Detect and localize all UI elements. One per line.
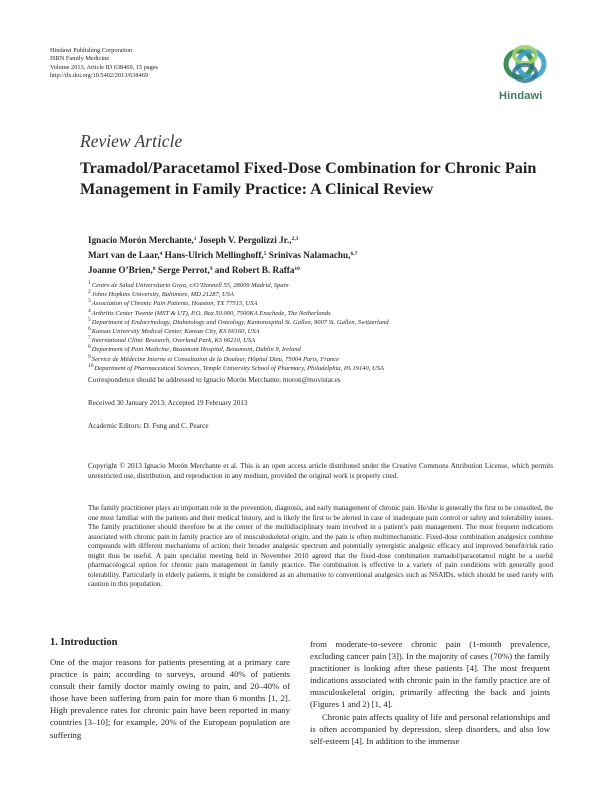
body-column-left: [50, 656, 290, 741]
body-column-right: [310, 638, 550, 747]
author: Mart van de Laar,$^4$: [88, 250, 163, 261]
hindawi-logo-icon: [497, 44, 553, 90]
received-dates: Received 30 January 2013; Accepted 19 February 2013: [88, 399, 248, 407]
publisher-name: Hindawi Publishing Corporation: [50, 47, 133, 54]
hindawi-logo-text: Hindawi: [499, 90, 543, 102]
affiliation: $^{10}$Department of Pharmaceutical Sciences, Temple University School of Pharmacy, Philadelphia, PA 19140, USA: [88, 362, 384, 372]
affiliation: $^2$Johns Hopkins University, Baltimore, MD 21287, USA: [88, 289, 234, 299]
author: and Robert B. Raffa$^{10}$: [214, 265, 300, 276]
journal-name: ISRN Family Medicine: [50, 55, 110, 63]
section-heading-introduction: 1. Introduction: [50, 637, 118, 648]
correspondence: Correspondence should be addressed to Ignacio Morón Merchante; moron@movistar.es: [88, 376, 341, 384]
abstract: The family practitioner plays an important role in the prevention, diagnosis, and early management of chronic pain. He/she is generally the first to be consulted, the one most familiar with the patients and their medical history, and is likely the first to be alerted in case of inadequate pain control or safety and tolerability issues. The family practitioner should therefore be at the center of the multidisciplinary team involved in a patient’s pain management. The most frequent indications associated with chronic pain in family practice are of musculoskeletal origin, and the pain is often multimechanistic. Fixed-dose combination analgesics combine compounds with different mechanisms of action; their broader analgesic spectrum and potentially synergistic analgesic efficacy and improved benefit/risk ratio might thus be useful. A pain specialist meeting held in November 2010 agreed that the fixed-dose combination tramadol/paracetamol might be a useful pharmacological option for chronic pain management in family practice. The combination is effective in a variety of pain conditions with generally good tolerability. Particularly in elderly patients, it might be considered as an alternative to conventional analgesics such as NSAIDs, which should be used rarely with caution in this population.: [88, 504, 553, 588]
academic-editors: Academic Editors: D. Fung and C. Pearce: [88, 422, 209, 430]
hindawi-logo: [497, 44, 553, 106]
volume-info: Volume 2013, Article ID 638469, 15 pages: [50, 63, 158, 71]
author-list: [88, 233, 528, 279]
doi-link[interactable]: http://dx.doi.org/10.5402/2013/638469: [50, 72, 149, 80]
affiliation: $^4$Arthritis Center Twente (MST & UT), P.O. Box 50.000, 7500KA Enschede, The Netherlands: [88, 307, 331, 317]
affiliation: $^8$Department of Pain Medicine, Beaumont Hospital, Beaumont, Dublin 9, Ireland: [88, 344, 301, 354]
author: Ignacio Morón Merchante,$^1$: [88, 235, 197, 245]
affiliation: $^1$Centro de Salud Universitario Goya, c/O’Donnell 55, 28009 Madrid, Spain: [88, 280, 289, 289]
article-title: Tramadol/Paracetamol Fixed-Dose Combination for Chronic Pain Management in Family Practice: A Clinical Review: [80, 159, 537, 198]
author: Hans-Ulrich Mellinghoff,$^5$: [164, 250, 267, 261]
copyright-notice: Copyright © 2013 Ignacio Morón Merchante et al. This is an open access article distributed under the Creative Commons Attribution License, which permits unrestricted use, distribution, and reproduction in any medium, provided the original work is properly cited.: [88, 462, 553, 480]
author: Joseph V. Pergolizzi Jr.,$^{2,3}$: [198, 235, 299, 245]
affiliation: $^5$Department of Endocrinology, Diabetology and Osteology, Kantonsspital St. Gallen, 9007 St. Gallen, Switzerland: [88, 316, 389, 326]
affiliation-list: [88, 281, 558, 373]
article-type: Review Article: [80, 131, 183, 151]
paragraph: from moderate-to-severe chronic pain (1-month prevalence, excluding cancer pain [3]). In the majority of cases (70%) the family practitioner is looking after these patients [4]. The most frequent indications associated with chronic pain in the family practice are of musculoskeletal origin, primarily affecting the back and joints (Figures 1 and 2) [1, 4].: [310, 639, 550, 710]
author: Joanne O’Brien,$^8$: [88, 265, 156, 276]
affiliation: $^6$Kansas University Medical Center, Kansas City, KS 66160, USA: [88, 326, 260, 336]
author: Srinivas Nalamachu,$^{6,7}$: [268, 250, 358, 261]
affiliation: $^7$International Clinic Research, Overland Park, KS 66210, USA: [88, 335, 256, 345]
affiliation: $^3$Association of Chronic Pain Patients, Houston, TX 77515, USA: [88, 298, 258, 308]
paragraph: One of the major reasons for patients presenting at a primary care practice is pain; according to surveys, around 40% of patients consult their family doctor mainly owing to pain, and 20–40% of those have been suffering from pain for more than 6 months [1, 2]. High prevalence rates for chronic pain have been reported in many countries [3–10]; for example, 20% of the European population are suffering: [50, 657, 290, 740]
paragraph: Chronic pain affects quality of life and personal relationships and is often accompanied by depression, sleep disorders, and also low self-esteem [4]. In addition to the immense: [310, 711, 550, 746]
publication-info: [50, 47, 158, 81]
affiliation: $^9$Service de Médecine Interne et Consultation de la Douleur, Hôpital Dieu, 75004 Paris, France: [88, 353, 340, 363]
author: Serge Perrot,$^9$: [157, 265, 213, 276]
